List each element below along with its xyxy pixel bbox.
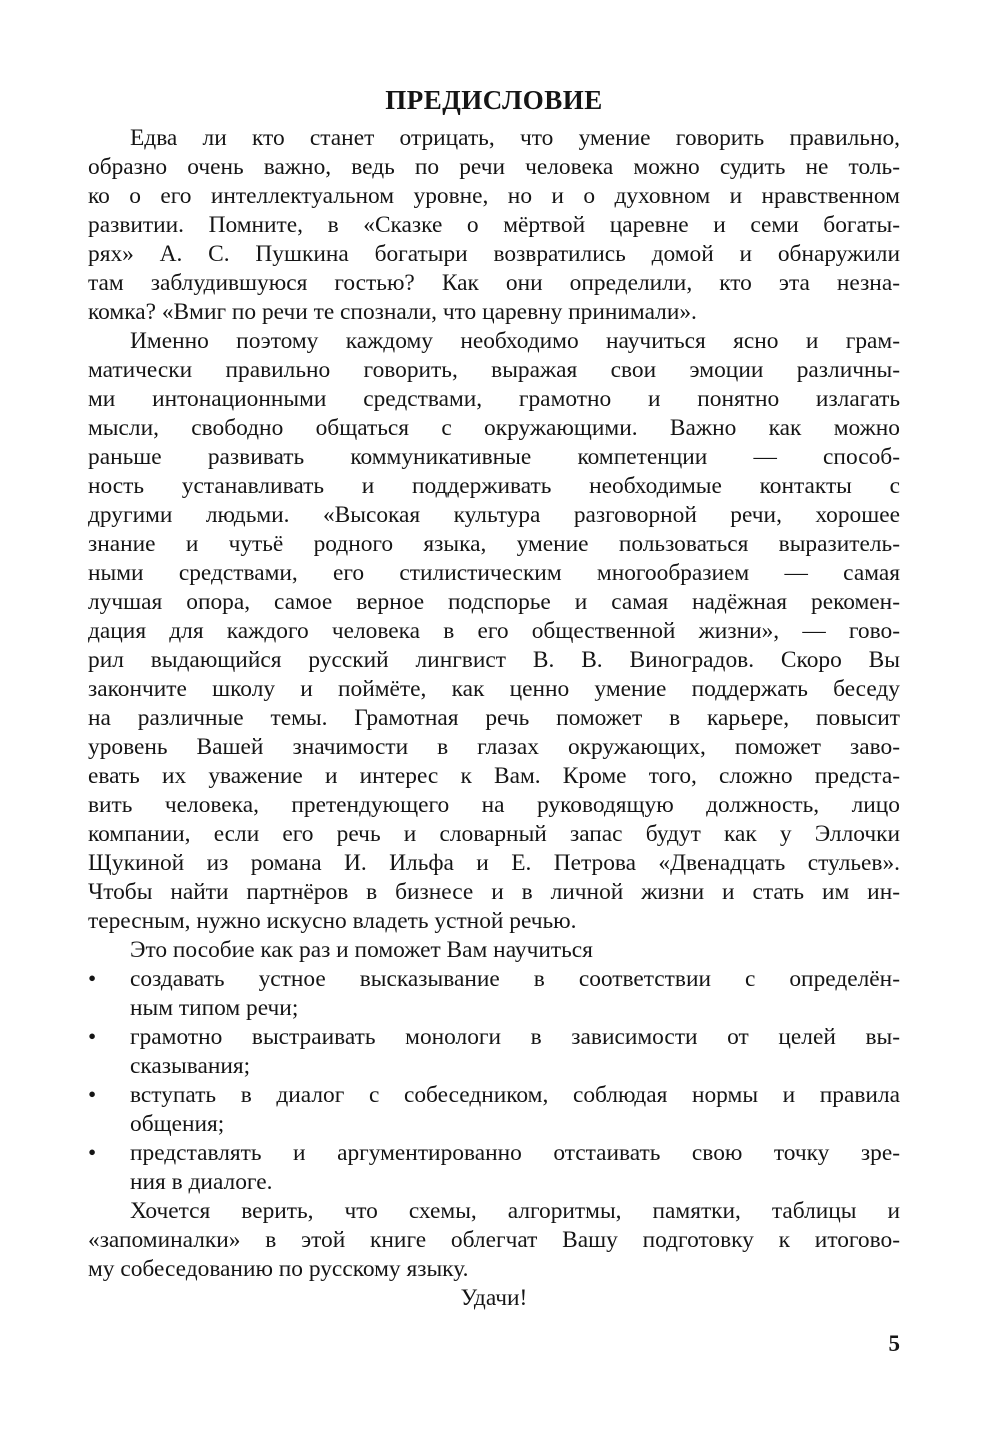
closing-text: Удачи! [460, 1285, 528, 1311]
text-line: мысли, свободно общаться с окружающими. Важно как можно [88, 415, 900, 441]
text-line: компании, если его речь и словарный запас будут как у Эллочки [88, 821, 900, 847]
text-line: закончите школу и поймёте, как ценно умение поддержать беседу [88, 676, 900, 702]
text-line: Именно поэтому каждому необходимо научиться ясно и грам- [130, 328, 900, 354]
text-line: другими людьми. «Высокая культура разговорной речи, хорошее [88, 502, 900, 528]
page-number: 5 [888, 1331, 900, 1356]
text-line: общения; [130, 1111, 225, 1137]
text-line: Хочется верить, что схемы, алгоритмы, памятки, таблицы и [130, 1198, 900, 1224]
bullet-icon: • [88, 1082, 97, 1108]
list-item [88, 1081, 900, 1139]
bullet-icon: • [88, 1140, 97, 1166]
text-line: «запоминалки» в этой книге облегчат Вашу подготовку к итогово- [88, 1227, 900, 1253]
text-line: ными средствами, его стилистическим многообразием — самая [88, 560, 900, 586]
list-item [88, 965, 900, 1023]
text-line: ми интонационными средствами, грамотно и понятно излагать [88, 386, 900, 412]
text-line: Едва ли кто станет отрицать, что умение говорить правильно, [130, 125, 900, 151]
list-item [88, 1139, 900, 1197]
closing [88, 1284, 900, 1313]
paragraph-3-intro [88, 936, 900, 965]
text-line: сказывания; [130, 1053, 251, 1079]
text-line: рил выдающийся русский лингвист В. В. Виноградов. Скоро Вы [88, 647, 900, 673]
text-line: комка? «Вмиг по речи те спознали, что царевну принимали». [88, 299, 697, 325]
paragraph-4 [88, 1197, 900, 1284]
text-line: ность устанавливать и поддерживать необходимые контакты с [88, 473, 900, 499]
text-line: рях» А. С. Пушкина богатыри возвратились домой и обнаружили [88, 241, 900, 267]
skills-list [88, 965, 900, 1197]
text-line: • создавать устное высказывание в соответствии с определён- [88, 966, 900, 992]
text-line: матически правильно говорить, выражая свои эмоции различны- [88, 357, 900, 383]
text-line: знание и чутьё родного языка, умение пользоваться выразитель- [88, 531, 900, 557]
paragraph-1 [88, 124, 900, 327]
text-line: вить человека, претендующего на руководящую должность, лицо [88, 792, 900, 818]
text-line: образно очень важно, ведь по речи человека можно судить не толь- [88, 154, 900, 180]
text-line: уровень Вашей значимости в глазах окружающих, поможет заво- [88, 734, 900, 760]
list-item [88, 1023, 900, 1081]
text-line: • представлять и аргументированно отстаивать свою точку зре- [88, 1140, 900, 1166]
text-line: евать их уважение и интерес к Вам. Кроме того, сложно предста- [88, 763, 900, 789]
text-line: на различные темы. Грамотная речь поможет в карьере, повысит [88, 705, 900, 731]
text-line: тересным, нужно искусно владеть устной речью. [88, 908, 577, 934]
text-line: ния в диалоге. [130, 1169, 273, 1195]
text-line: дация для каждого человека в его общественной жизни», — гово- [88, 618, 900, 644]
bullet-icon: • [88, 1024, 97, 1050]
text-line: там заблудившуюся гостью? Как они определили, кто эта незна- [88, 270, 900, 296]
page-title: ПРЕДИСЛОВИЕ [385, 85, 603, 115]
bullet-icon: • [88, 966, 97, 992]
text-line: ко о его интеллектуальном уровне, но и о духовном и нравственном [88, 183, 900, 209]
text-line: лучшая опора, самое верное подспорье и самая надёжная рекомен- [88, 589, 900, 615]
text-line: Щукиной из романа И. Ильфа и Е. Петрова «Двенадцать стульев». [88, 850, 900, 876]
text-line: раньше развивать коммуникативные компетенции — способ- [88, 444, 900, 470]
text-line: му собеседованию по русскому языку. [88, 1256, 469, 1282]
page-content [88, 82, 900, 1313]
text-line: Чтобы найти партнёров в бизнесе и в личной жизни и стать им ин- [88, 879, 900, 905]
paragraph-2 [88, 327, 900, 936]
text-line: ным типом речи; [130, 995, 299, 1021]
text-line: развитии. Помните, в «Сказке о мёртвой царевне и семи богаты- [88, 212, 900, 238]
text-line: • вступать в диалог с собеседником, соблюдая нормы и правила [88, 1082, 900, 1108]
text-line: • грамотно выстраивать монологи в зависимости от целей вы- [88, 1024, 900, 1050]
text-line: Это пособие как раз и поможет Вам научиться [130, 937, 593, 963]
